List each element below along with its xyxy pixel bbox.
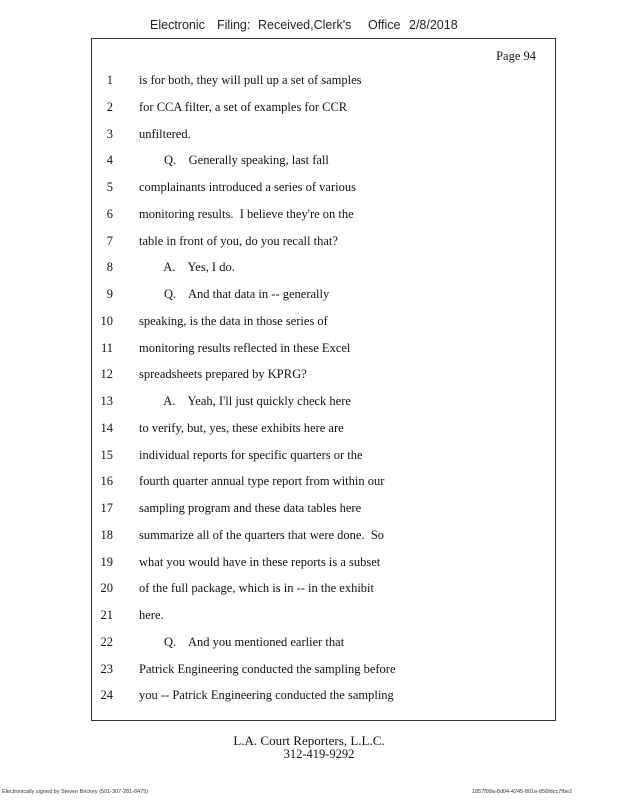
line-number: 2 — [106, 100, 113, 114]
line-text: table in front of you, do you recall that? — [139, 234, 338, 248]
footer-phone: 312-419-9292 — [283, 747, 355, 761]
line-number: 21 — [100, 608, 113, 622]
line-number: 5 — [106, 180, 113, 194]
line-text: individual reports for specific quarters or the — [139, 448, 363, 462]
line-text: is for both, they will pull up a set of samples — [139, 73, 362, 87]
line-number: 24 — [100, 688, 113, 702]
line-text: summarize all of the quarters that were done. So — [139, 528, 385, 542]
line-number: 1 — [106, 73, 113, 87]
line-text: Q. And you mentioned earlier that — [139, 635, 345, 649]
line-number: 18 — [100, 528, 113, 542]
line-number: 20 — [100, 581, 113, 595]
page-number: Page 94 — [496, 49, 536, 63]
line-number: 10 — [100, 314, 113, 328]
filing-header — [0, 18, 618, 36]
line-text: what you would have in these reports is a subset — [139, 555, 381, 569]
line-text: monitoring results. I believe they're on the — [139, 207, 354, 221]
line-text: fourth quarter annual type report from within our — [139, 474, 385, 488]
line-text: of the full package, which is in -- in the exhibit — [139, 581, 375, 595]
filing-word-received: Received,Clerk's — [258, 18, 352, 32]
line-text: Q. Generally speaking, last fall — [139, 153, 329, 167]
line-number: 17 — [100, 501, 113, 515]
line-number: 6 — [106, 207, 113, 221]
line-number: 23 — [100, 662, 113, 676]
line-text: for CCA filter, a set of examples for CCR — [139, 100, 348, 114]
line-number: 12 — [100, 367, 113, 381]
line-text: A. Yes, I do. — [139, 260, 235, 274]
electronic-signature: Electronically signed by Steven Brickey (501-307-281-8475) — [2, 789, 149, 795]
line-text: Patrick Engineering conducted the sampling before — [139, 662, 396, 676]
filing-word-filing: Filing: — [217, 18, 251, 32]
filing-date: 2/8/2018 — [409, 18, 458, 32]
line-number: 16 — [100, 474, 113, 488]
line-text: speaking, is the data in those series of — [139, 314, 328, 328]
line-number: 11 — [100, 341, 113, 355]
line-text: sampling program and these data tables here — [139, 501, 362, 515]
line-number: 13 — [100, 394, 113, 408]
line-text: unfiltered. — [139, 127, 191, 141]
line-number: 8 — [106, 260, 113, 274]
line-text: monitoring results reflected in these Excel — [139, 341, 351, 355]
line-number: 22 — [100, 635, 113, 649]
filing-word-office: Office — [368, 18, 401, 32]
line-number: 15 — [100, 448, 113, 462]
line-text: A. Yeah, I'll just quickly check here — [139, 394, 351, 408]
line-number: 14 — [100, 421, 113, 435]
line-text: you -- Patrick Engineering conducted the sampling — [139, 688, 394, 702]
line-number: 19 — [100, 555, 113, 569]
line-number: 9 — [106, 287, 113, 301]
line-number: 7 — [106, 234, 113, 248]
line-number: 4 — [106, 153, 113, 167]
document-hash: 1857f99a-8d04-4245-801e-856fdcc7fbe2 — [472, 789, 572, 795]
line-text: to verify, but, yes, these exhibits here are — [139, 421, 344, 435]
line-text: here. — [139, 608, 164, 622]
line-text: complainants introduced a series of various — [139, 180, 356, 194]
line-text: Q. And that data in -- generally — [139, 287, 330, 301]
footer-company: L.A. Court Reporters, L.L.C. — [233, 733, 385, 748]
line-text: spreadsheets prepared by KPRG? — [139, 367, 307, 381]
filing-word-electronic: Electronic — [150, 18, 205, 32]
line-number: 3 — [106, 127, 113, 141]
